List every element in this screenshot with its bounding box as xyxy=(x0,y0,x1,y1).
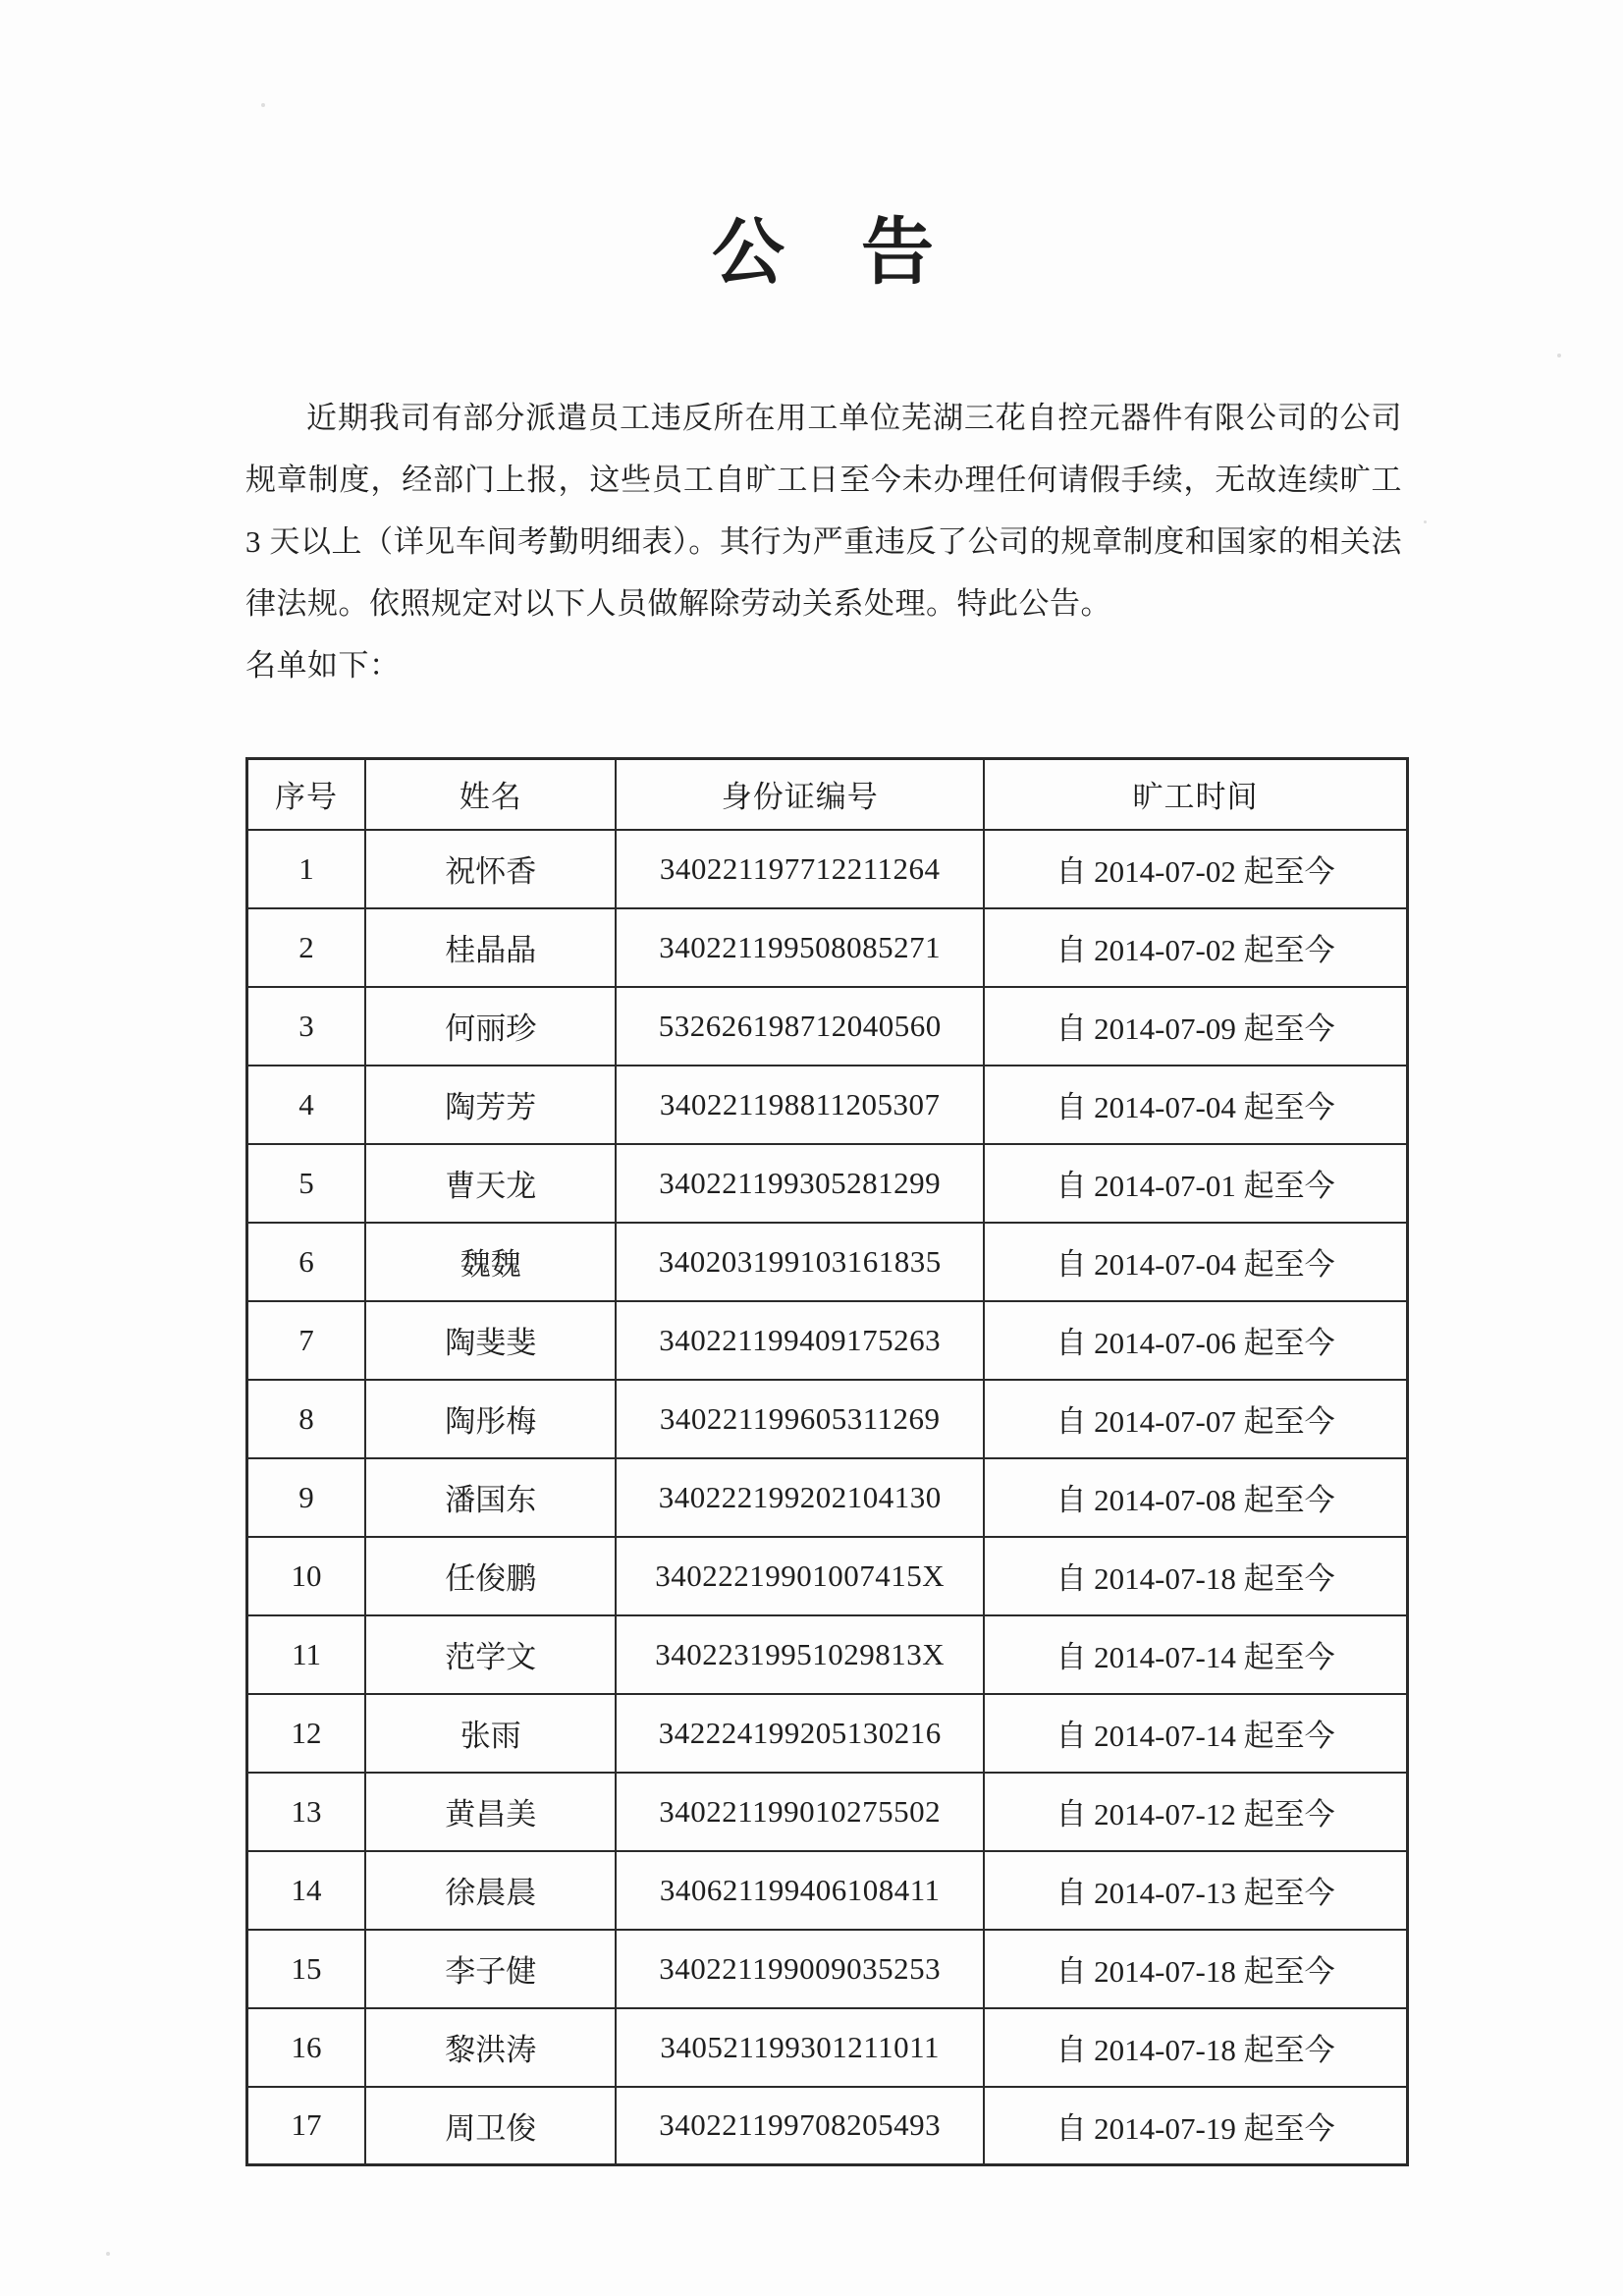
cell-no: 7 xyxy=(247,1301,366,1380)
table-row xyxy=(247,1615,1408,1694)
cell-no: 5 xyxy=(247,1144,366,1223)
table-row xyxy=(247,1223,1408,1301)
cell-name: 黎洪涛 xyxy=(365,2008,616,2087)
table-row xyxy=(247,2087,1408,2165)
cell-id-number: 34022319951029813X xyxy=(616,1615,984,1694)
cell-id-number: 340222199202104130 xyxy=(616,1458,984,1537)
table-header-row xyxy=(247,759,1408,830)
cell-no: 9 xyxy=(247,1458,366,1537)
table-row xyxy=(247,908,1408,987)
cell-id-number: 340221199009035253 xyxy=(616,1930,984,2008)
cell-absence-period: 自 2014-07-14 起至今 xyxy=(984,1694,1407,1773)
cell-absence-period: 自 2014-07-18 起至今 xyxy=(984,1537,1407,1615)
cell-id-number: 34022219901007415X xyxy=(616,1537,984,1615)
cell-name: 祝怀香 xyxy=(365,830,616,908)
cell-name: 范学文 xyxy=(365,1615,616,1694)
table-row xyxy=(247,1694,1408,1773)
cell-absence-period: 自 2014-07-06 起至今 xyxy=(984,1301,1407,1380)
cell-absence-period: 自 2014-07-09 起至今 xyxy=(984,987,1407,1066)
table-row xyxy=(247,1773,1408,1851)
announcement-body-text: 近期我司有部分派遣员工违反所在用工单位芜湖三花自控元器件有限公司的公司规章制度，经部门上报，这些员工自旷工日至今未办理任何请假手续，无故连续旷工 3 天以上（详见车间考勤明细表）。其行为严重违反了公司的规章制度和国家的相关法律法规。依照规定对以下人员做解除劳动关系处理。特此公告。 xyxy=(245,401,1402,622)
cell-no: 17 xyxy=(247,2087,366,2165)
scan-speck xyxy=(1557,354,1561,357)
cell-name: 潘国东 xyxy=(365,1458,616,1537)
table-row xyxy=(247,2008,1408,2087)
cell-name: 陶彤梅 xyxy=(365,1380,616,1458)
cell-name: 李子健 xyxy=(365,1930,616,2008)
cell-absence-period: 自 2014-07-01 起至今 xyxy=(984,1144,1407,1223)
cell-id-number: 340221197712211264 xyxy=(616,830,984,908)
cell-absence-period: 自 2014-07-08 起至今 xyxy=(984,1458,1407,1537)
cell-id-number: 340221199409175263 xyxy=(616,1301,984,1380)
cell-absence-period: 自 2014-07-04 起至今 xyxy=(984,1223,1407,1301)
cell-id-number: 340221198811205307 xyxy=(616,1066,984,1144)
scan-speck xyxy=(261,103,265,107)
cell-absence-period: 自 2014-07-18 起至今 xyxy=(984,2008,1407,2087)
page-title: 公 告 xyxy=(712,213,936,294)
cell-id-number: 340221199010275502 xyxy=(616,1773,984,1851)
cell-no: 1 xyxy=(247,830,366,908)
cell-no: 10 xyxy=(247,1537,366,1615)
table-row xyxy=(247,1537,1408,1615)
cell-name: 魏魏 xyxy=(365,1223,616,1301)
cell-id-number: 340621199406108411 xyxy=(616,1851,984,1930)
table-row xyxy=(247,830,1408,908)
cell-absence-period: 自 2014-07-14 起至今 xyxy=(984,1615,1407,1694)
table-row xyxy=(247,1301,1408,1380)
cell-id-number: 340221199508085271 xyxy=(616,908,984,987)
cell-no: 14 xyxy=(247,1851,366,1930)
cell-id-number: 340221199708205493 xyxy=(616,2087,984,2165)
cell-no: 11 xyxy=(247,1615,366,1694)
cell-name: 陶芳芳 xyxy=(365,1066,616,1144)
table-body xyxy=(247,830,1408,2165)
cell-name: 桂晶晶 xyxy=(365,908,616,987)
cell-id-number: 340203199103161835 xyxy=(616,1223,984,1301)
cell-absence-period: 自 2014-07-04 起至今 xyxy=(984,1066,1407,1144)
cell-id-number: 340221199305281299 xyxy=(616,1144,984,1223)
cell-name: 周卫俊 xyxy=(365,2087,616,2165)
table-row xyxy=(247,1458,1408,1537)
header-cell-id: 身份证编号 xyxy=(616,759,984,830)
header-cell-no: 序号 xyxy=(247,759,366,830)
cell-no: 6 xyxy=(247,1223,366,1301)
cell-no: 4 xyxy=(247,1066,366,1144)
table-row xyxy=(247,1380,1408,1458)
list-label: 名单如下： xyxy=(245,648,401,683)
cell-id-number: 532626198712040560 xyxy=(616,987,984,1066)
cell-no: 3 xyxy=(247,987,366,1066)
table-row xyxy=(247,987,1408,1066)
table-row xyxy=(247,1930,1408,2008)
table-row xyxy=(247,1144,1408,1223)
cell-name: 陶斐斐 xyxy=(365,1301,616,1380)
cell-no: 2 xyxy=(247,908,366,987)
cell-no: 13 xyxy=(247,1773,366,1851)
cell-absence-period: 自 2014-07-02 起至今 xyxy=(984,908,1407,987)
header-cell-name: 姓名 xyxy=(365,759,616,830)
cell-absence-period: 自 2014-07-13 起至今 xyxy=(984,1851,1407,1930)
cell-id-number: 342224199205130216 xyxy=(616,1694,984,1773)
scan-speck xyxy=(1424,520,1427,523)
cell-name: 黄昌美 xyxy=(365,1773,616,1851)
table-row xyxy=(247,1851,1408,1930)
cell-name: 任俊鹏 xyxy=(365,1537,616,1615)
cell-no: 15 xyxy=(247,1930,366,2008)
scan-speck xyxy=(106,2252,110,2256)
cell-absence-period: 自 2014-07-12 起至今 xyxy=(984,1773,1407,1851)
cell-no: 12 xyxy=(247,1694,366,1773)
cell-name: 张雨 xyxy=(365,1694,616,1773)
cell-absence-period: 自 2014-07-02 起至今 xyxy=(984,830,1407,908)
cell-name: 徐晨晨 xyxy=(365,1851,616,1930)
cell-no: 8 xyxy=(247,1380,366,1458)
cell-absence-period: 自 2014-07-19 起至今 xyxy=(984,2087,1407,2165)
table-row xyxy=(247,1066,1408,1144)
cell-name: 曹天龙 xyxy=(365,1144,616,1223)
header-cell-date: 旷工时间 xyxy=(984,759,1407,830)
cell-absence-period: 自 2014-07-18 起至今 xyxy=(984,1930,1407,2008)
cell-id-number: 340221199605311269 xyxy=(616,1380,984,1458)
dismissal-roster-table xyxy=(245,757,1409,2166)
cell-no: 16 xyxy=(247,2008,366,2087)
cell-id-number: 340521199301211011 xyxy=(616,2008,984,2087)
cell-absence-period: 自 2014-07-07 起至今 xyxy=(984,1380,1407,1458)
cell-name: 何丽珍 xyxy=(365,987,616,1066)
